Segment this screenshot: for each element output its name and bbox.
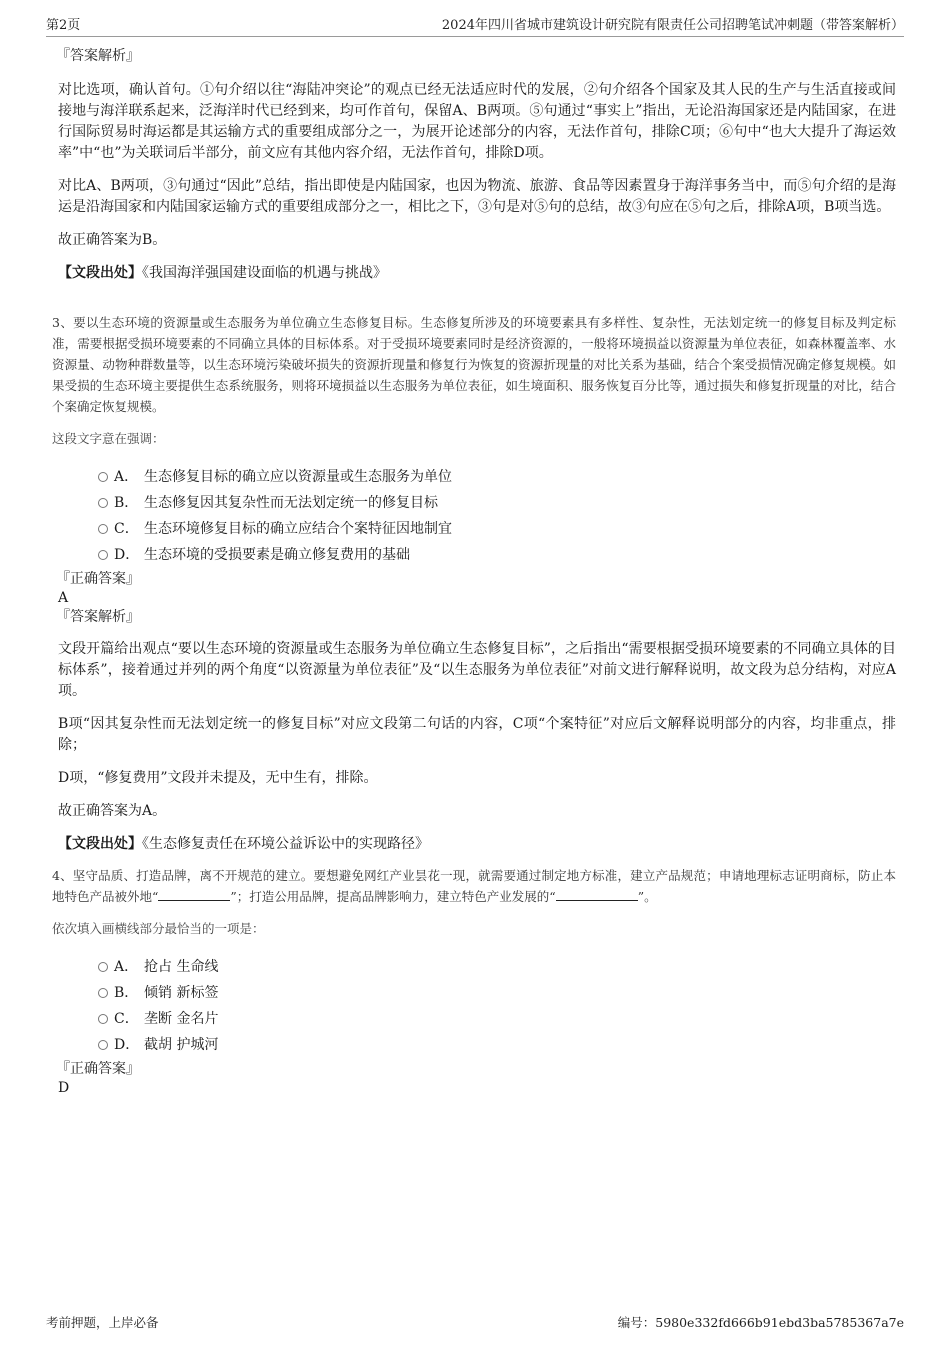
option-letter: A．: [114, 959, 139, 975]
fill-blank: [158, 888, 230, 901]
footer-slogan: 考前押题，上岸必备: [46, 1315, 159, 1330]
radio-button[interactable]: [98, 988, 108, 998]
question-text-part: ”；打造公用品牌，提高品牌影响力，建立特色产业发展的“: [230, 889, 556, 904]
radio-button[interactable]: [98, 472, 108, 482]
option-letter: B．: [114, 985, 139, 1001]
analysis-paragraph: D项，“修复费用”文段并未提及，无中生有，排除。: [58, 770, 378, 786]
option-letter: C．: [114, 521, 139, 537]
page-footer: [46, 1313, 904, 1331]
question-3-text: 3、要以生态环境的资源量或生态服务为单位确立生态修复目标。生态修复所涉及的环境要素具有多样性、复杂性，无法划定统一的修复目标及判定标准，需要根据受损环境要素的不同确立具体的目标体系。对于受损环境要素同时是经济资源的，一般将环境损益以资源量为单位表征，如森林覆盖率、水资源量、动物种群数量等，以生态环境污染破坏损失的资源折现量和修复行为恢复的资源折现量的对比关系为基础，结合个案受损情况确定修复规模。如果受损的生态环境主要提供生态系统服务，则将环境损益以生态服务为单位表征，如生境面积、服务恢复百分比等，通过损失和修复折现量的对比，结合个案确定恢复规模。: [52, 315, 896, 414]
option-text: 截胡 护城河: [144, 1037, 219, 1053]
source-citation: [58, 263, 896, 284]
radio-button[interactable]: [98, 1014, 108, 1024]
radio-button[interactable]: [98, 524, 108, 534]
analysis-paragraph: B项“因其复杂性而无法划定统一的修复目标”对应文段第二句话的内容，C项“个案特征”对应后文解释说明部分的内容，均非重点，排除；: [58, 716, 896, 753]
option-b[interactable]: [56, 981, 896, 1007]
question-4-options: [56, 955, 896, 1059]
question-3-options: [56, 465, 896, 569]
source-title: 《我国海洋强国建设面临的机遇与挑战》: [142, 265, 387, 281]
document-title: 2024年四川省城市建筑设计研究院有限责任公司招聘笔试冲刺题（带答案解析）: [441, 18, 904, 33]
question-4-prompt: 依次填入画横线部分最恰当的一项是：: [52, 921, 265, 936]
analysis-paragraph: 故正确答案为A。: [58, 803, 167, 819]
option-letter: D．: [114, 547, 140, 563]
radio-button[interactable]: [98, 962, 108, 972]
question-text-part: 4、坚守品质、打造品牌，离不开规范的建立。要想避免网红产业昙花一现，就需要通过制定地方标准，建立产品规范；申请地理标志证明商标，防止本地特色产品被外地“: [52, 868, 896, 904]
analysis-paragraph: 故正确答案为B。: [58, 232, 167, 248]
option-c[interactable]: [56, 1007, 896, 1033]
correct-answer: D: [58, 1080, 70, 1096]
option-letter: B．: [114, 495, 139, 511]
analysis-paragraph: 文段开篇给出观点“要以生态环境的资源量或生态服务为单位确立生态修复目标”，之后指出“需要根据受损环境要素的不同确立具体的目标体系”，接着通过并列的两个角度“以资源量为单位表征”及“以生态服务为单位表征”对前文进行解释说明，故文段为总分结构，对应A项。: [58, 641, 896, 699]
option-a[interactable]: [56, 465, 896, 491]
question-4-text: [52, 865, 896, 907]
option-a[interactable]: [56, 955, 896, 981]
radio-button[interactable]: [98, 498, 108, 508]
option-text: 生态环境修复目标的确立应结合个案特征因地制宜: [144, 521, 452, 537]
document-id: 编号：5980e332fd666b91ebd3ba5785367a7e: [617, 1315, 904, 1330]
page-number: 第2页: [46, 18, 81, 33]
option-text: 生态修复因其复杂性而无法划定统一的修复目标: [144, 495, 438, 511]
source-citation: [58, 834, 896, 855]
source-label: 【文段出处】: [58, 836, 142, 852]
source-label: 【文段出处】: [58, 265, 142, 281]
option-text: 生态修复目标的确立应以资源量或生态服务为单位: [144, 469, 452, 485]
option-letter: D．: [114, 1037, 140, 1053]
analysis-label: 『答案解析』: [56, 48, 140, 64]
question-3-prompt: 这段文字意在强调：: [52, 431, 165, 446]
source-title: 《生态修复责任在环境公益诉讼中的实现路径》: [142, 836, 429, 852]
option-text: 生态环境的受损要素是确立修复费用的基础: [144, 547, 410, 563]
answer-label: 『正确答案』: [56, 1061, 140, 1077]
option-letter: C．: [114, 1011, 139, 1027]
radio-button[interactable]: [98, 1040, 108, 1050]
correct-answer: A: [58, 590, 69, 606]
question-text-part: ”。: [637, 889, 657, 904]
option-d[interactable]: [56, 1033, 896, 1059]
option-text: 抢占 生命线: [144, 959, 219, 975]
option-c[interactable]: [56, 517, 896, 543]
analysis-paragraph: 对比A、B两项，③句通过“因此”总结，指出即使是内陆国家，也因为物流、旅游、食品等因素置身于海洋事务当中，而⑤句介绍的是海运是沿海国家和内陆国家运输方式的重要组成部分之一，相比之下，③句是对⑤句的总结，故③句应在⑤句之后，排除A项，B项当选。: [58, 178, 896, 215]
option-d[interactable]: [56, 543, 896, 569]
analysis-label: 『答案解析』: [56, 609, 140, 625]
option-text: 倾销 新标签: [144, 985, 219, 1001]
page-header: [46, 14, 904, 37]
option-letter: A．: [114, 469, 139, 485]
option-text: 垄断 金名片: [144, 1011, 219, 1027]
page-content: [52, 46, 896, 1097]
option-b[interactable]: [56, 491, 896, 517]
radio-button[interactable]: [98, 550, 108, 560]
answer-label: 『正确答案』: [56, 571, 140, 587]
analysis-paragraph: 对比选项，确认首句。①句介绍以往“海陆冲突论”的观点已经无法适应时代的发展，②句介绍各个国家及其人民的生产与生活直接或间接地与海洋联系起来，泛海洋时代已经到来，均可作首句，保留A、B两项。⑤句通过“事实上”指出，无论沿海国家还是内陆国家，在进行国际贸易时海运都是其运输方式的重要组成部分之一，为展开论述部分的内容，无法作首句，排除C项；⑥句中“也大大提升了海运效率”中“也”为关联词后半部分，前文应有其他内容介绍，无法作首句，排除D项。: [58, 82, 896, 161]
fill-blank: [556, 888, 638, 901]
